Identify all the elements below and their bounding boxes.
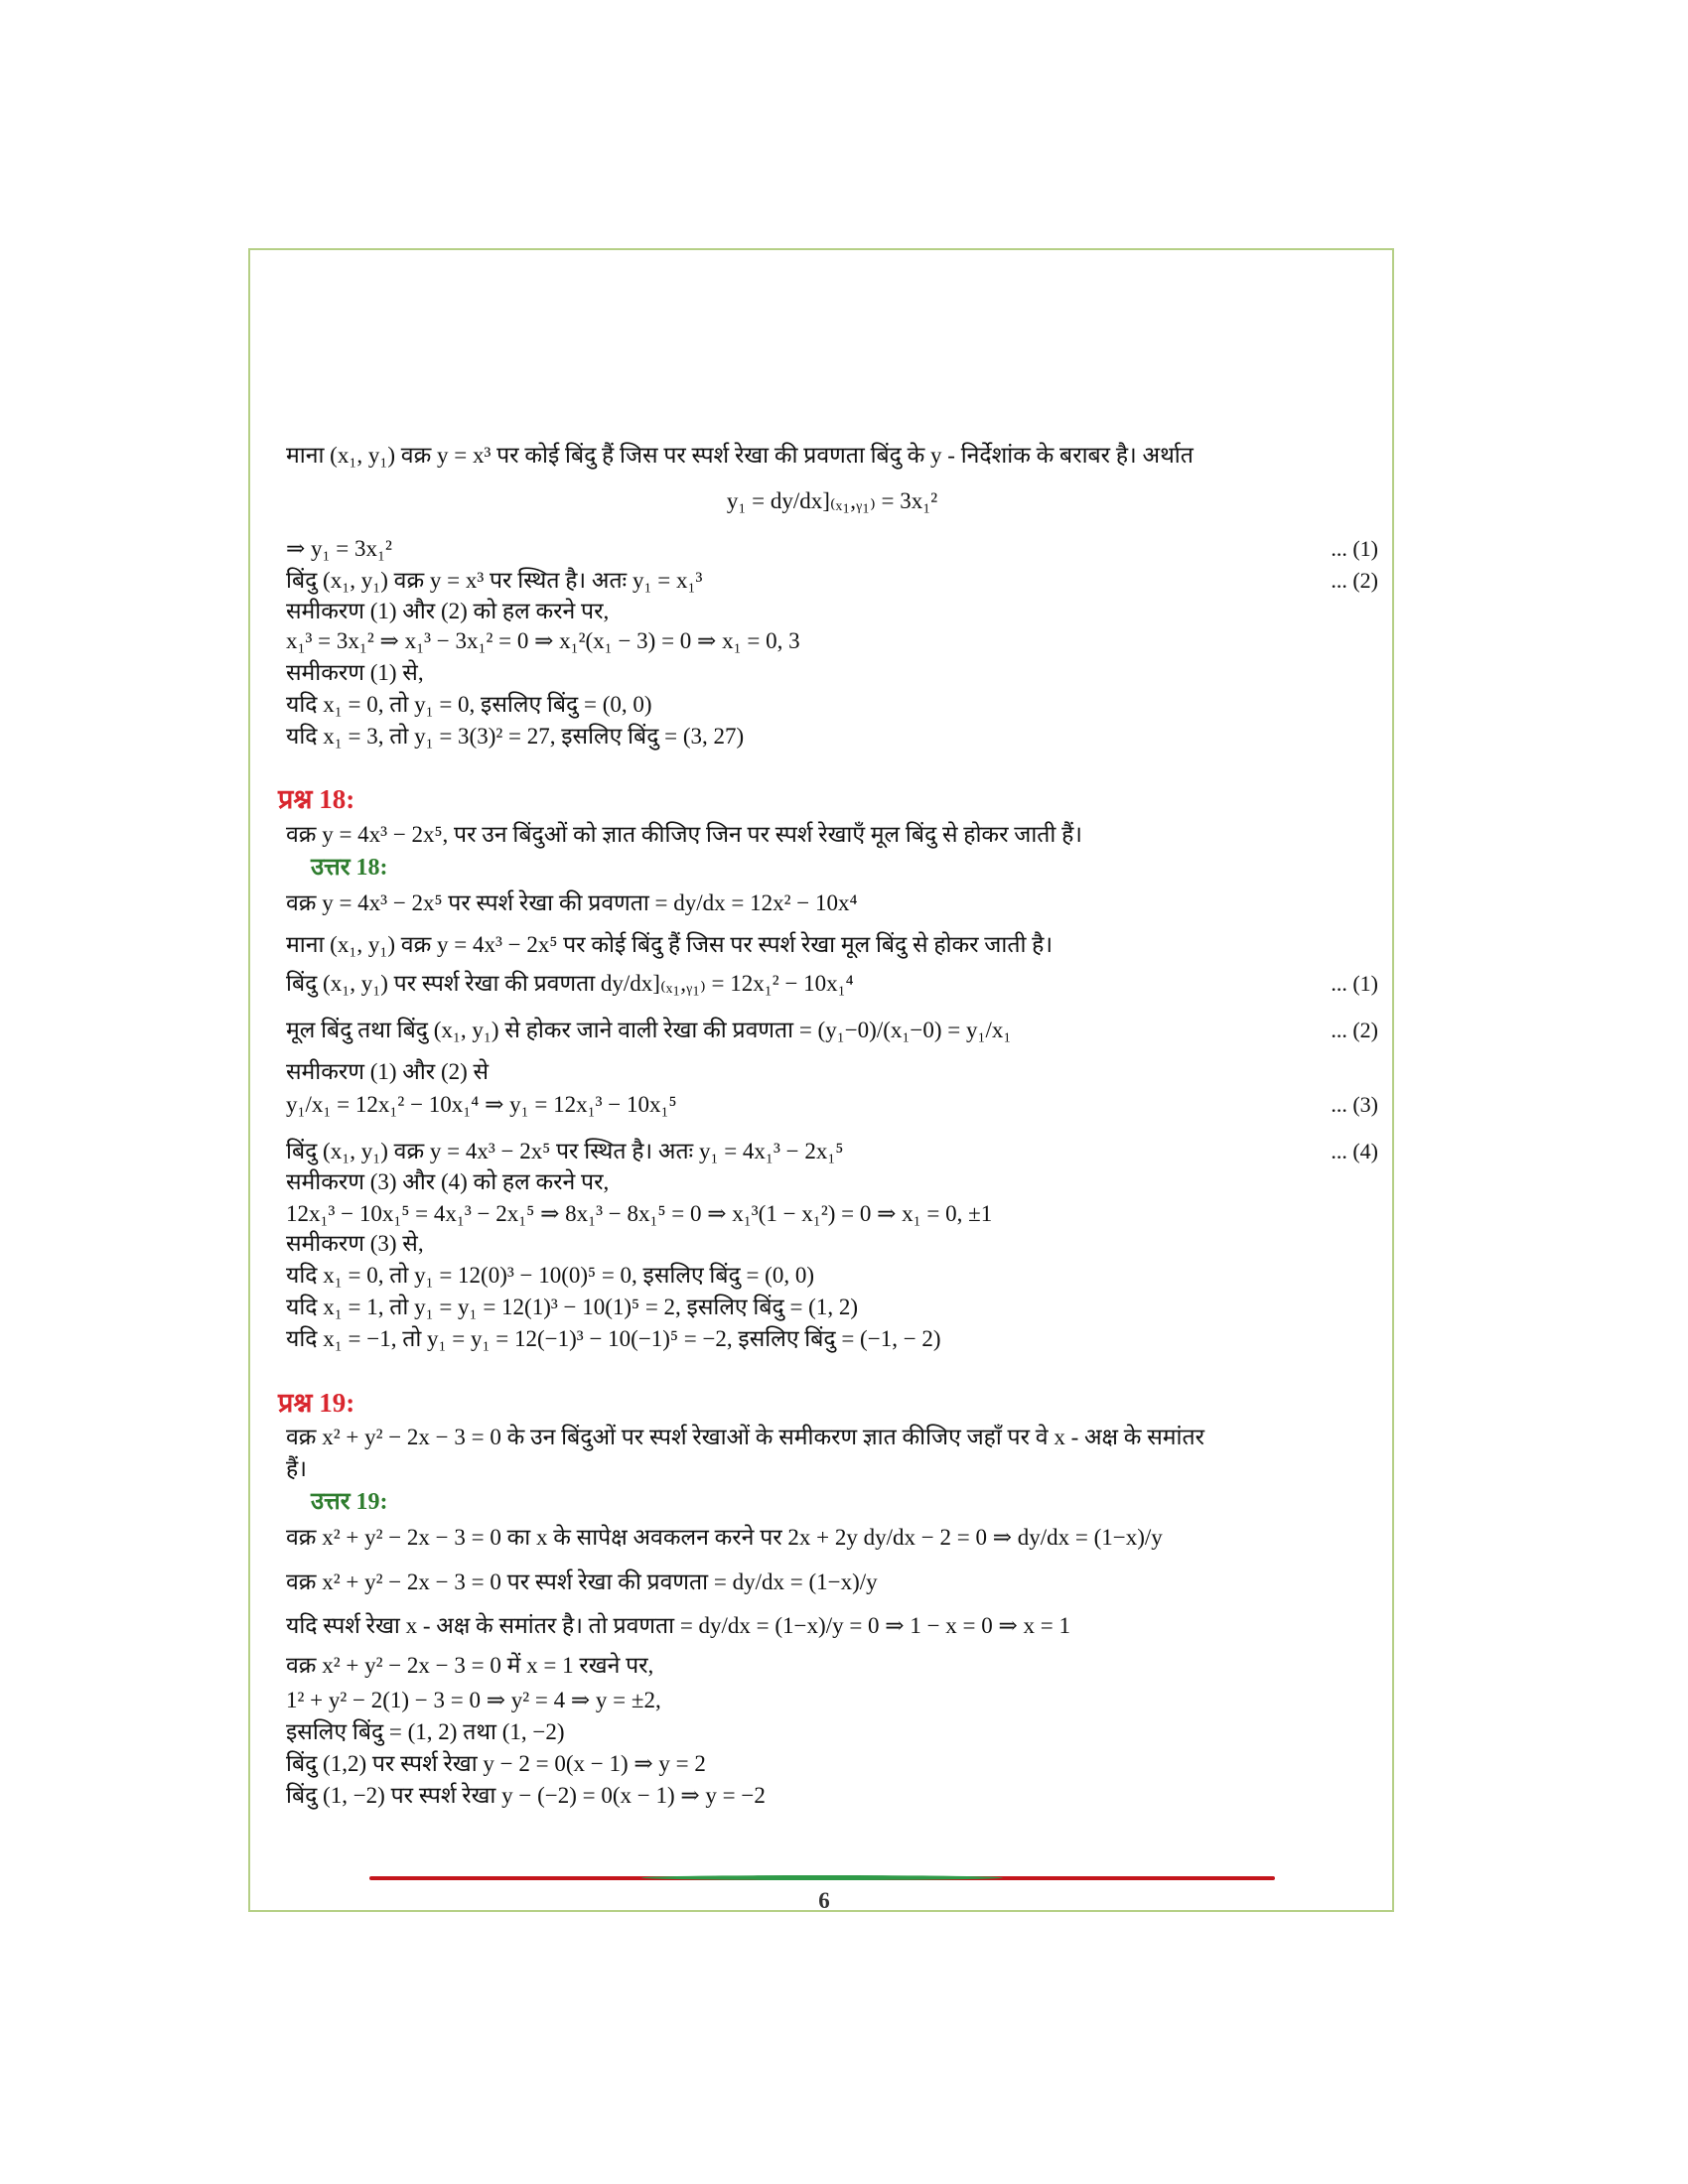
answer-heading: उत्तर 19:: [311, 1489, 388, 1515]
equation-label: ... (3): [1331, 1092, 1378, 1117]
equation-row: [286, 566, 1378, 597]
text-line: बिंदु (1, −2) पर स्पर्श रेखा y − (−2) = 0(x − 1) ⇒ y = −2: [286, 1783, 766, 1808]
text-line: इसलिए बिंदु = (1, 2) तथा (1, −2): [286, 1719, 565, 1744]
text-line: यदि x₁ = −1, तो y₁ = y₁ = 12(−1)³ − 10(−1)⁵ = −2, इसलिए बिंदु = (−1, − 2): [286, 1326, 941, 1351]
question-heading: प्रश्न 19:: [278, 1388, 355, 1418]
text-line: वक्र x² + y² − 2x − 3 = 0 में x = 1 रखने पर,: [286, 1653, 654, 1678]
text-line: वक्र x² + y² − 2x − 3 = 0 का x के सापेक्ष अवकलन करने पर 2x + 2y dy/dx − 2 = 0 ⇒ dy/dx = (1−x)/y: [286, 1525, 1163, 1550]
footer-divider: [369, 1876, 1275, 1880]
text-line: माना (x₁, y₁) वक्र y = 4x³ − 2x⁵ पर कोई बिंदु हैं जिस पर स्पर्श रेखा मूल बिंदु से होकर जाती है।: [286, 932, 1054, 957]
equation-label: ... (2): [1331, 568, 1378, 593]
equation-display: y₁ = dy/dx]₍ₓ₁,ᵧ₁₎ = 3x₁²: [726, 488, 938, 513]
question-text: वक्र x² + y² − 2x − 3 = 0 के उन बिंदुओं पर स्पर्श रेखाओं के समीकरण ज्ञात कीजिए जहाँ पर वे x - अक्ष के समांतर: [286, 1425, 1204, 1449]
text-line: बिंदु (x₁, y₁) वक्र y = 4x³ − 2x⁵ पर स्थित है। अतः y₁ = 4x₁³ − 2x₁⁵: [286, 1139, 844, 1163]
text-line: 12x₁³ − 10x₁⁵ = 4x₁³ − 2x₁⁵ ⇒ 8x₁³ − 8x₁⁵ = 0 ⇒ x₁³(1 − x₁²) = 0 ⇒ x₁ = 0, ±1: [286, 1201, 993, 1226]
text-line: बिंदु (x₁, y₁) पर स्पर्श रेखा की प्रवणता dy/dx]₍ₓ₁,ᵧ₁₎ = 12x₁² − 10x₁⁴: [286, 971, 854, 996]
text-line: 1² + y² − 2(1) − 3 = 0 ⇒ y² = 4 ⇒ y = ±2,: [286, 1688, 661, 1712]
text-line: यदि x₁ = 3, तो y₁ = 3(3)² = 27, इसलिए बिंदु = (3, 27): [286, 724, 745, 749]
question-text: हैं।: [286, 1456, 307, 1481]
text-line: ⇒ y₁ = 3x₁²: [286, 536, 392, 561]
text-line: समीकरण (3) और (4) को हल करने पर,: [286, 1169, 610, 1194]
text-line: यदि x₁ = 0, तो y₁ = 0, इसलिए बिंदु = (0, 0): [286, 692, 652, 717]
text-line: बिंदु (1,2) पर स्पर्श रेखा y − 2 = 0(x − 1) ⇒ y = 2: [286, 1751, 706, 1776]
text-line: यदि स्पर्श रेखा x - अक्ष के समांतर है। तो प्रवणता = dy/dx = (1−x)/y = 0 ⇒ 1 − x = 0 ⇒ x = 1: [286, 1613, 1071, 1638]
text-line: समीकरण (1) से,: [286, 660, 424, 685]
text-line: मूल बिंदु तथा बिंदु (x₁, y₁) से होकर जाने वाली रेखा की प्रवणता = (y₁−0)/(x₁−0) = y₁/x₁: [286, 1018, 1012, 1042]
text-line: वक्र x² + y² − 2x − 3 = 0 पर स्पर्श रेखा की प्रवणता = dy/dx = (1−x)/y: [286, 1570, 878, 1594]
text-line: माना (x₁, y₁) वक्र y = x³ पर कोई बिंदु हैं जिस पर स्पर्श रेखा की प्रवणता बिंदु के y - निर्देशांक के बराबर है। अर्थात: [286, 443, 1194, 468]
equation-row: [286, 969, 1378, 1016]
equation-row: [286, 1137, 1378, 1167]
page-number: 6: [818, 1888, 830, 1913]
text-line: समीकरण (1) और (2) को हल करने पर,: [286, 599, 610, 623]
text-line: यदि x₁ = 0, तो y₁ = 12(0)³ − 10(0)⁵ = 0, इसलिए बिंदु = (0, 0): [286, 1263, 815, 1288]
text-line: यदि x₁ = 1, तो y₁ = y₁ = 12(1)³ − 10(1)⁵ = 2, इसलिए बिंदु = (1, 2): [286, 1295, 858, 1319]
text-line: समीकरण (3) से,: [286, 1231, 424, 1256]
text-line: समीकरण (1) और (2) से: [286, 1059, 490, 1084]
equation-label: ... (1): [1331, 971, 1378, 996]
text-line: बिंदु (x₁, y₁) वक्र y = x³ पर स्थित है। अतः y₁ = x₁³: [286, 568, 703, 593]
page-content: [278, 441, 1378, 1813]
question-text: वक्र y = 4x³ − 2x⁵, पर उन बिंदुओं को ज्ञात कीजिए जिन पर स्पर्श रेखाएँ मूल बिंदु से होकर जाती हैं।: [286, 822, 1083, 847]
question-heading: प्रश्न 18:: [278, 784, 355, 814]
text-line: y₁/x₁ = 12x₁² − 10x₁⁴ ⇒ y₁ = 12x₁³ − 10x₁⁵: [286, 1092, 677, 1117]
answer-heading: उत्तर 18:: [311, 855, 388, 881]
text-line: वक्र y = 4x³ − 2x⁵ पर स्पर्श रेखा की प्रवणता = dy/dx = 12x² − 10x⁴: [286, 890, 858, 915]
equation-row: [286, 534, 1378, 566]
equation-label: ... (2): [1331, 1018, 1378, 1042]
text-line: x₁³ = 3x₁² ⇒ x₁³ − 3x₁² = 0 ⇒ x₁²(x₁ − 3) = 0 ⇒ x₁ = 0, 3: [286, 628, 800, 653]
equation-label: ... (4): [1331, 1139, 1378, 1163]
equation-label: ... (1): [1331, 536, 1378, 561]
equation-row: [286, 1090, 1378, 1137]
equation-row: [286, 1016, 1378, 1057]
